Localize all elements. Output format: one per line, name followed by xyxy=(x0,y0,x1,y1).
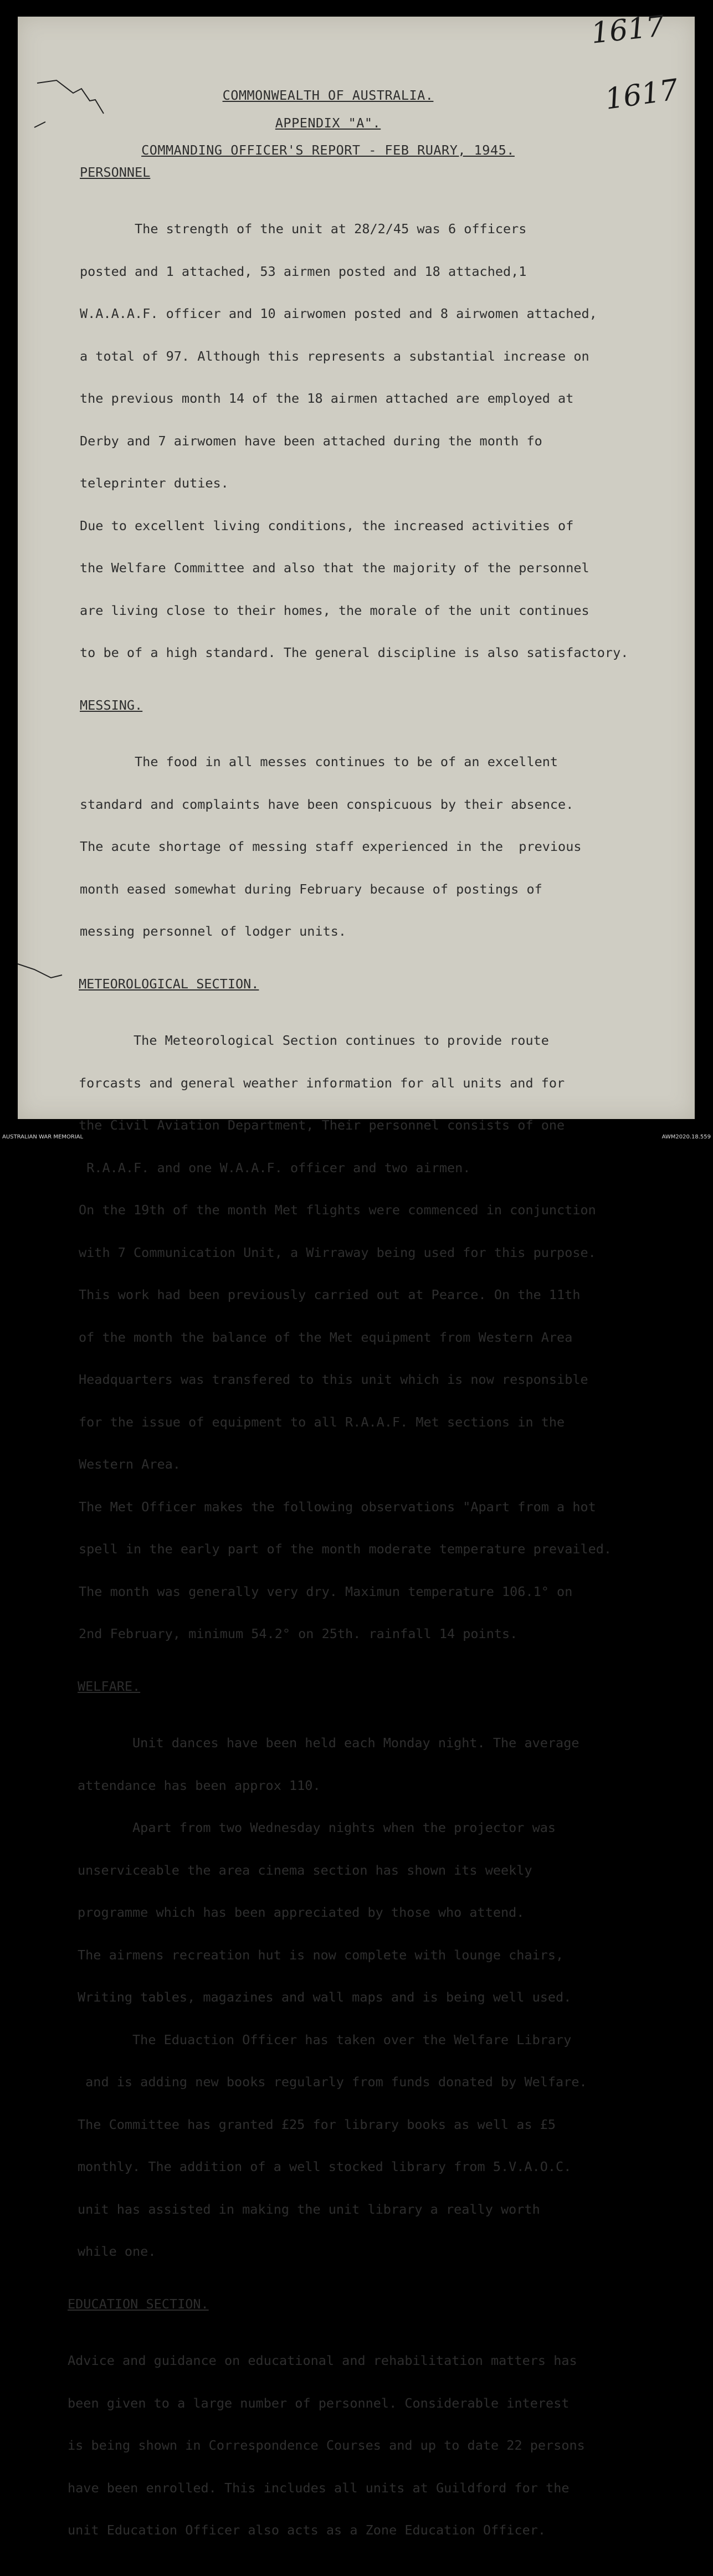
text-line: messing personnel of lodger units. xyxy=(80,923,347,939)
text-line: the Welfare Committee and also that the majority of the personnel xyxy=(80,560,589,576)
text-line: Writing tables, magazines and wall maps and is being well used. xyxy=(78,1989,572,2005)
text-line: The Eduaction Officer has taken over the Welfare Library xyxy=(78,2031,572,2048)
text-line: the Civil Aviation Department, Their personnel consists of one xyxy=(79,1117,565,1133)
text-line: month eased somewhat during February because of postings of xyxy=(80,881,542,897)
report-body xyxy=(68,89,688,2576)
section-text xyxy=(80,194,688,689)
section-meteorological xyxy=(68,977,688,1670)
text-line: programme which has been appreciated by those who attend. xyxy=(78,1905,525,1920)
handwritten-folio-number: 1617 xyxy=(589,9,666,50)
text-line: Western Area. xyxy=(79,1456,181,1472)
text-line: is being shown in Correspondence Courses and up to date 22 persons xyxy=(68,2438,585,2453)
text-line: forcasts and general weather information for all units and for xyxy=(79,1075,565,1091)
archive-credit: AUSTRALIAN WAR MEMORIAL xyxy=(2,1134,84,1140)
text-line: have been enrolled. This includes all units at Guildford for the xyxy=(68,2480,570,2496)
text-line: W.A.A.A.F. officer and 10 airwomen posted and 8 airwomen attached, xyxy=(80,306,597,321)
text-line: R.A.A.F. and one W.A.A.F. officer and two airmen. xyxy=(79,1159,471,1176)
text-line: unit has assisted in making the unit library a really worth xyxy=(78,2201,540,2217)
text-line: Advice and guidance on educational and rehabilitation matters has xyxy=(68,2353,577,2368)
text-line: for the issue of equipment to all R.A.A.F. Met sections in the xyxy=(79,1414,565,1430)
text-line: Due to excellent living conditions, the increased activities of xyxy=(80,517,574,533)
paper-tear-mark xyxy=(18,953,68,986)
section-heading: MESSING. xyxy=(80,697,143,713)
section-text xyxy=(80,727,688,967)
text-line: are living close to their homes, the morale of the unit continues xyxy=(80,602,589,618)
text-line: the previous month 14 of the 18 airmen attached are employed at xyxy=(80,391,574,406)
handwritten-folio-number-2: 1617 xyxy=(603,73,680,116)
text-line: unit Education Officer also acts as a Zone Education Officer. xyxy=(68,2522,546,2538)
section-messing xyxy=(68,699,688,967)
section-education xyxy=(68,2297,688,2566)
header-report-title: COMMANDING OFFICER'S REPORT - FEB RUARY, 1945. xyxy=(141,142,515,158)
text-line: The acute shortage of messing staff experienced in the previous xyxy=(80,839,582,854)
text-line: teleprinter duties. xyxy=(80,475,229,491)
archive-reference: AWM2020.18.559 xyxy=(661,1134,711,1140)
section-text xyxy=(68,2326,688,2566)
text-line: with 7 Communication Unit, a Wirraway being used for this purpose. xyxy=(79,1244,596,1260)
text-line: been given to a large number of personnel. Considerable interest xyxy=(68,2395,570,2411)
text-line: Apart from two Wednesday nights when the projector was xyxy=(78,1820,556,1835)
header-country: COMMONWEALTH OF AUSTRALIA. xyxy=(222,88,434,103)
text-line: The Meteorological Section continues to provide route xyxy=(79,1033,549,1048)
text-line: The airmens recreation hut is now complete with lounge chairs, xyxy=(78,1947,564,1963)
text-line: to be of a high standard. The general discipline is also satisfactory. xyxy=(80,645,629,660)
text-line: monthly. The addition of a well stocked library from 5.V.A.O.C. xyxy=(78,2159,572,2174)
text-line: unserviceable the area cinema section has shown its weekly xyxy=(78,1862,532,1878)
section-heading: WELFARE. xyxy=(78,1678,141,1694)
text-line: of the month the balance of the Met equipment from Western Area xyxy=(79,1329,573,1345)
text-line: spell in the early part of the month moderate temperature prevailed. xyxy=(79,1541,612,1557)
text-line: and is adding new books regularly from funds donated by Welfare. xyxy=(78,2074,587,2090)
text-line: The month was generally very dry. Maximun temperature 106.1° on xyxy=(79,1583,573,1599)
text-line: The Met Officer makes the following observations "Apart from a hot xyxy=(79,1499,596,1515)
text-line: Derby and 7 airwomen have been attached during the month fo xyxy=(80,433,542,449)
section-text xyxy=(78,1708,688,2287)
text-line: This work had been previously carried out at Pearce. On the 11th xyxy=(79,1287,581,1302)
text-line: The strength of the unit at 28/2/45 was 6 officers xyxy=(80,221,527,237)
section-personnel xyxy=(68,166,688,689)
text-line: On the 19th of the month Met flights were commenced in conjunction xyxy=(79,1202,596,1218)
text-line: Headquarters was transfered to this unit which is now responsible xyxy=(79,1372,588,1387)
header-appendix: APPENDIX "A". xyxy=(275,115,381,131)
text-line: The Committee has granted £25 for library books as well as £5 xyxy=(78,2116,556,2132)
text-line: The food in all messes continues to be of an excellent xyxy=(80,754,558,769)
text-line: Unit dances have been held each Monday night. The average xyxy=(78,1735,579,1751)
text-line: attendance has been approx 110. xyxy=(78,1777,321,1793)
text-line: while one. xyxy=(78,2244,156,2259)
section-heading: METEOROLOGICAL SECTION. xyxy=(79,976,259,992)
section-heading: PERSONNEL xyxy=(80,164,151,180)
section-heading: EDUCATION SECTION. xyxy=(68,2296,209,2312)
text-line: a total of 97. Although this represents a substantial increase on xyxy=(80,348,589,364)
section-text xyxy=(79,1005,688,1670)
section-welfare xyxy=(68,1680,688,2287)
text-line: standard and complaints have been conspicuous by their absence. xyxy=(80,796,574,812)
text-line: 2nd February, minimum 54.2° on 25th. rainfall 14 points. xyxy=(79,1626,518,1641)
text-line: posted and 1 attached, 53 airmen posted and 18 attached,1 xyxy=(80,263,527,279)
